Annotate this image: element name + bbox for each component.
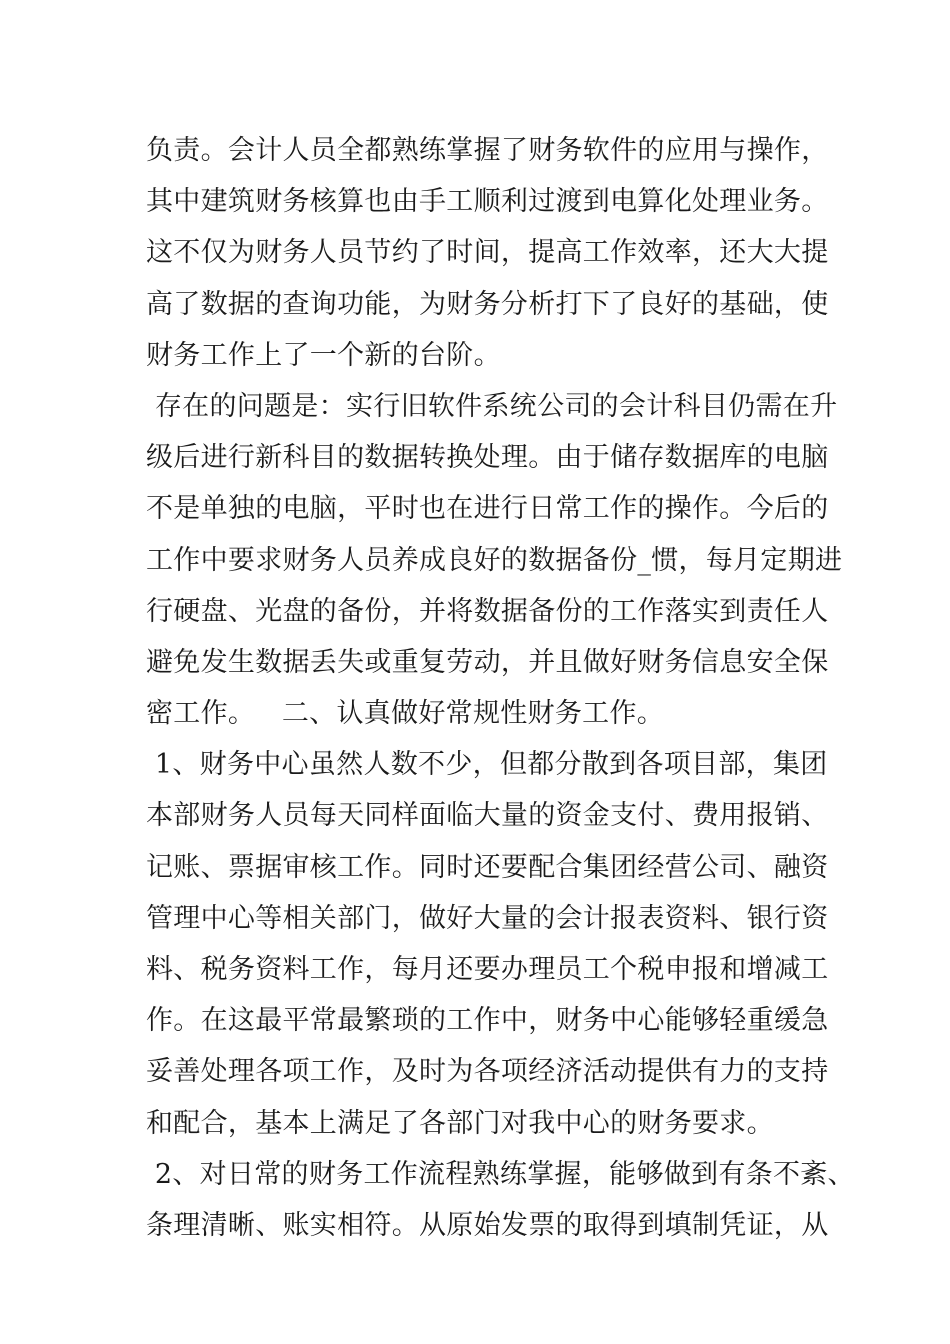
text-line: 妥善处理各项工作，及时为各项经济活动提供有力的支持 <box>146 1056 829 1088</box>
text-line: 存在的问题是：实行旧软件系统公司的会计科目仍需在升 <box>146 390 838 422</box>
text-line: 工作中要求财务人员养成良好的数据备份_惯，每月定期进 <box>146 544 843 576</box>
text-line: 条理清晰、账实相符。从原始发票的取得到填制凭证，从 <box>146 1209 829 1241</box>
text-line: 本部财务人员每天同样面临大量的资金支付、费用报销、 <box>146 800 829 832</box>
text-line: 作。在这最平常最繁琐的工作中，财务中心能够轻重缓急 <box>146 1005 829 1037</box>
text-line: 高了数据的查询功能，为财务分析打下了良好的基础，使 <box>146 288 829 320</box>
text-line: 料、税务资料工作，每月还要办理员工个税申报和增减工 <box>146 954 829 985</box>
body-text <box>146 125 855 1251</box>
text-line: 和配合，基本上满足了各部门对我中心的财务要求。 <box>146 1107 774 1139</box>
text-line: 负责。会计人员全都熟练掌握了财务软件的应用与操作， <box>146 135 829 166</box>
text-line: 避免发生数据丢失或重复劳动，并且做好财务信息安全保 <box>146 646 829 678</box>
text-line: 行硬盘、光盘的备份，并将数据备份的工作落实到责任人 <box>146 595 829 627</box>
text-line: 财务工作上了一个新的台阶。 <box>146 339 501 371</box>
text-line: 1、财务中心虽然人数不少，但都分散到各项目部，集团 <box>146 749 828 781</box>
text-line: 不是单独的电脑，平时也在进行日常工作的操作。今后的 <box>146 493 829 525</box>
text-line: 这不仅为财务人员节约了时间，提高工作效率，还大大提 <box>146 237 829 269</box>
text-line: 其中建筑财务核算也由手工顺利过渡到电算化处理业务。 <box>146 186 829 218</box>
text-line: 密工作。 二、认真做好常规性财务工作。 <box>146 698 665 730</box>
text-line: 管理中心等相关部门，做好大量的会计报表资料、银行资 <box>146 902 829 934</box>
text-line: 记账、票据审核工作。同时还要配合集团经营公司、融资 <box>146 851 829 883</box>
text-line: 级后进行新科目的数据转换处理。由于储存数据库的电脑 <box>146 442 829 474</box>
text-line: 2、对日常的财务工作流程熟练掌握，能够做到有条不紊、 <box>146 1158 855 1190</box>
